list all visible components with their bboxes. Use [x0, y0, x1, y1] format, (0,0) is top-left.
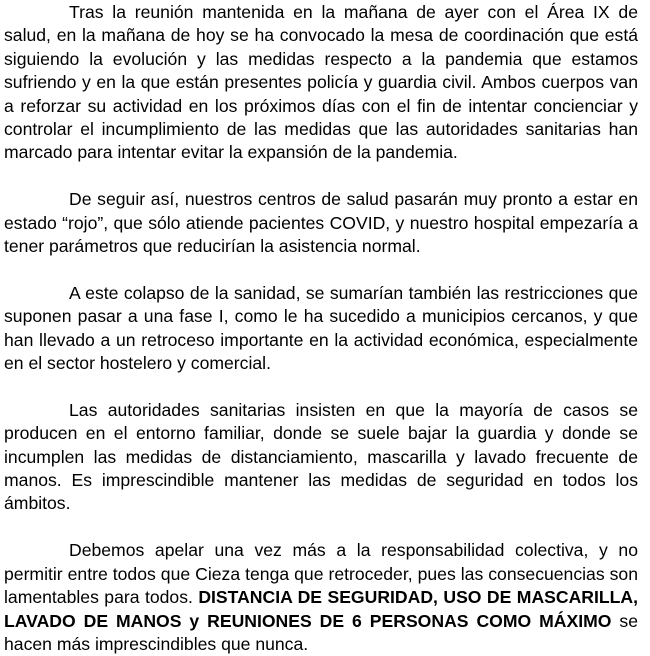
- document-body: [4, 0, 638, 656]
- appeal-text-after: se hacen más imprescindibles que nunca.: [4, 610, 638, 654]
- appeal-text-before: Debemos apelar una vez más a la responsabilidad colectiva, y no permitir entre todos que Cieza tenga que retroceder, pues las consecuencias son lamentables para todos.: [4, 540, 638, 608]
- safety-measures-emphasis: DISTANCIA DE SEGURIDAD, USO DE MASCARILLA, LAVADO DE MANOS y REUNIONES DE 6 PERSONAS COMO MÁXIMO: [4, 587, 638, 631]
- paragraph-family-cases: Las autoridades sanitarias insisten en que la mayoría de casos se producen en el entorno familiar, donde se suele bajar la guardia y donde se incumplen las medidas de distanciamiento, mascarilla y lavado frecuente de manos. Es imprescindible mantener las medidas de seguridad en todos los ámbitos.: [4, 399, 638, 514]
- paragraph-restrictions: A este colapso de la sanidad, se sumarían también las restricciones que suponen pasar a una fase I, como le ha sucedido a municipios cercanos, y que han llevado a un retroceso importante en la actividad económica, especialmente en el sector hostelero y comercial.: [4, 282, 638, 374]
- paragraph-appeal: [4, 539, 638, 656]
- paragraph-meeting: Tras la reunión mantenida en la mañana de ayer con el Área IX de salud, en la mañana de hoy se ha convocado la mesa de coordinación que está siguiendo la evolución y las medidas respecto a la pandemia que estamos sufriendo y en la que están presentes policía y guardia civil. Ambos cuerpos van a reforzar su actividad en los próximos días con el fin de intentar concienciar y controlar el incumplimiento de las medidas que las autoridades sanitarias han marcado para intentar evitar la expansión de la pandemia.: [4, 2, 638, 163]
- paragraph-health-centers: De seguir así, nuestros centros de salud pasarán muy pronto a estar en estado “rojo”, que sólo atiende pacientes COVID, y nuestro hospital empezaría a tener parámetros que reducirían la asistencia normal.: [4, 189, 638, 257]
